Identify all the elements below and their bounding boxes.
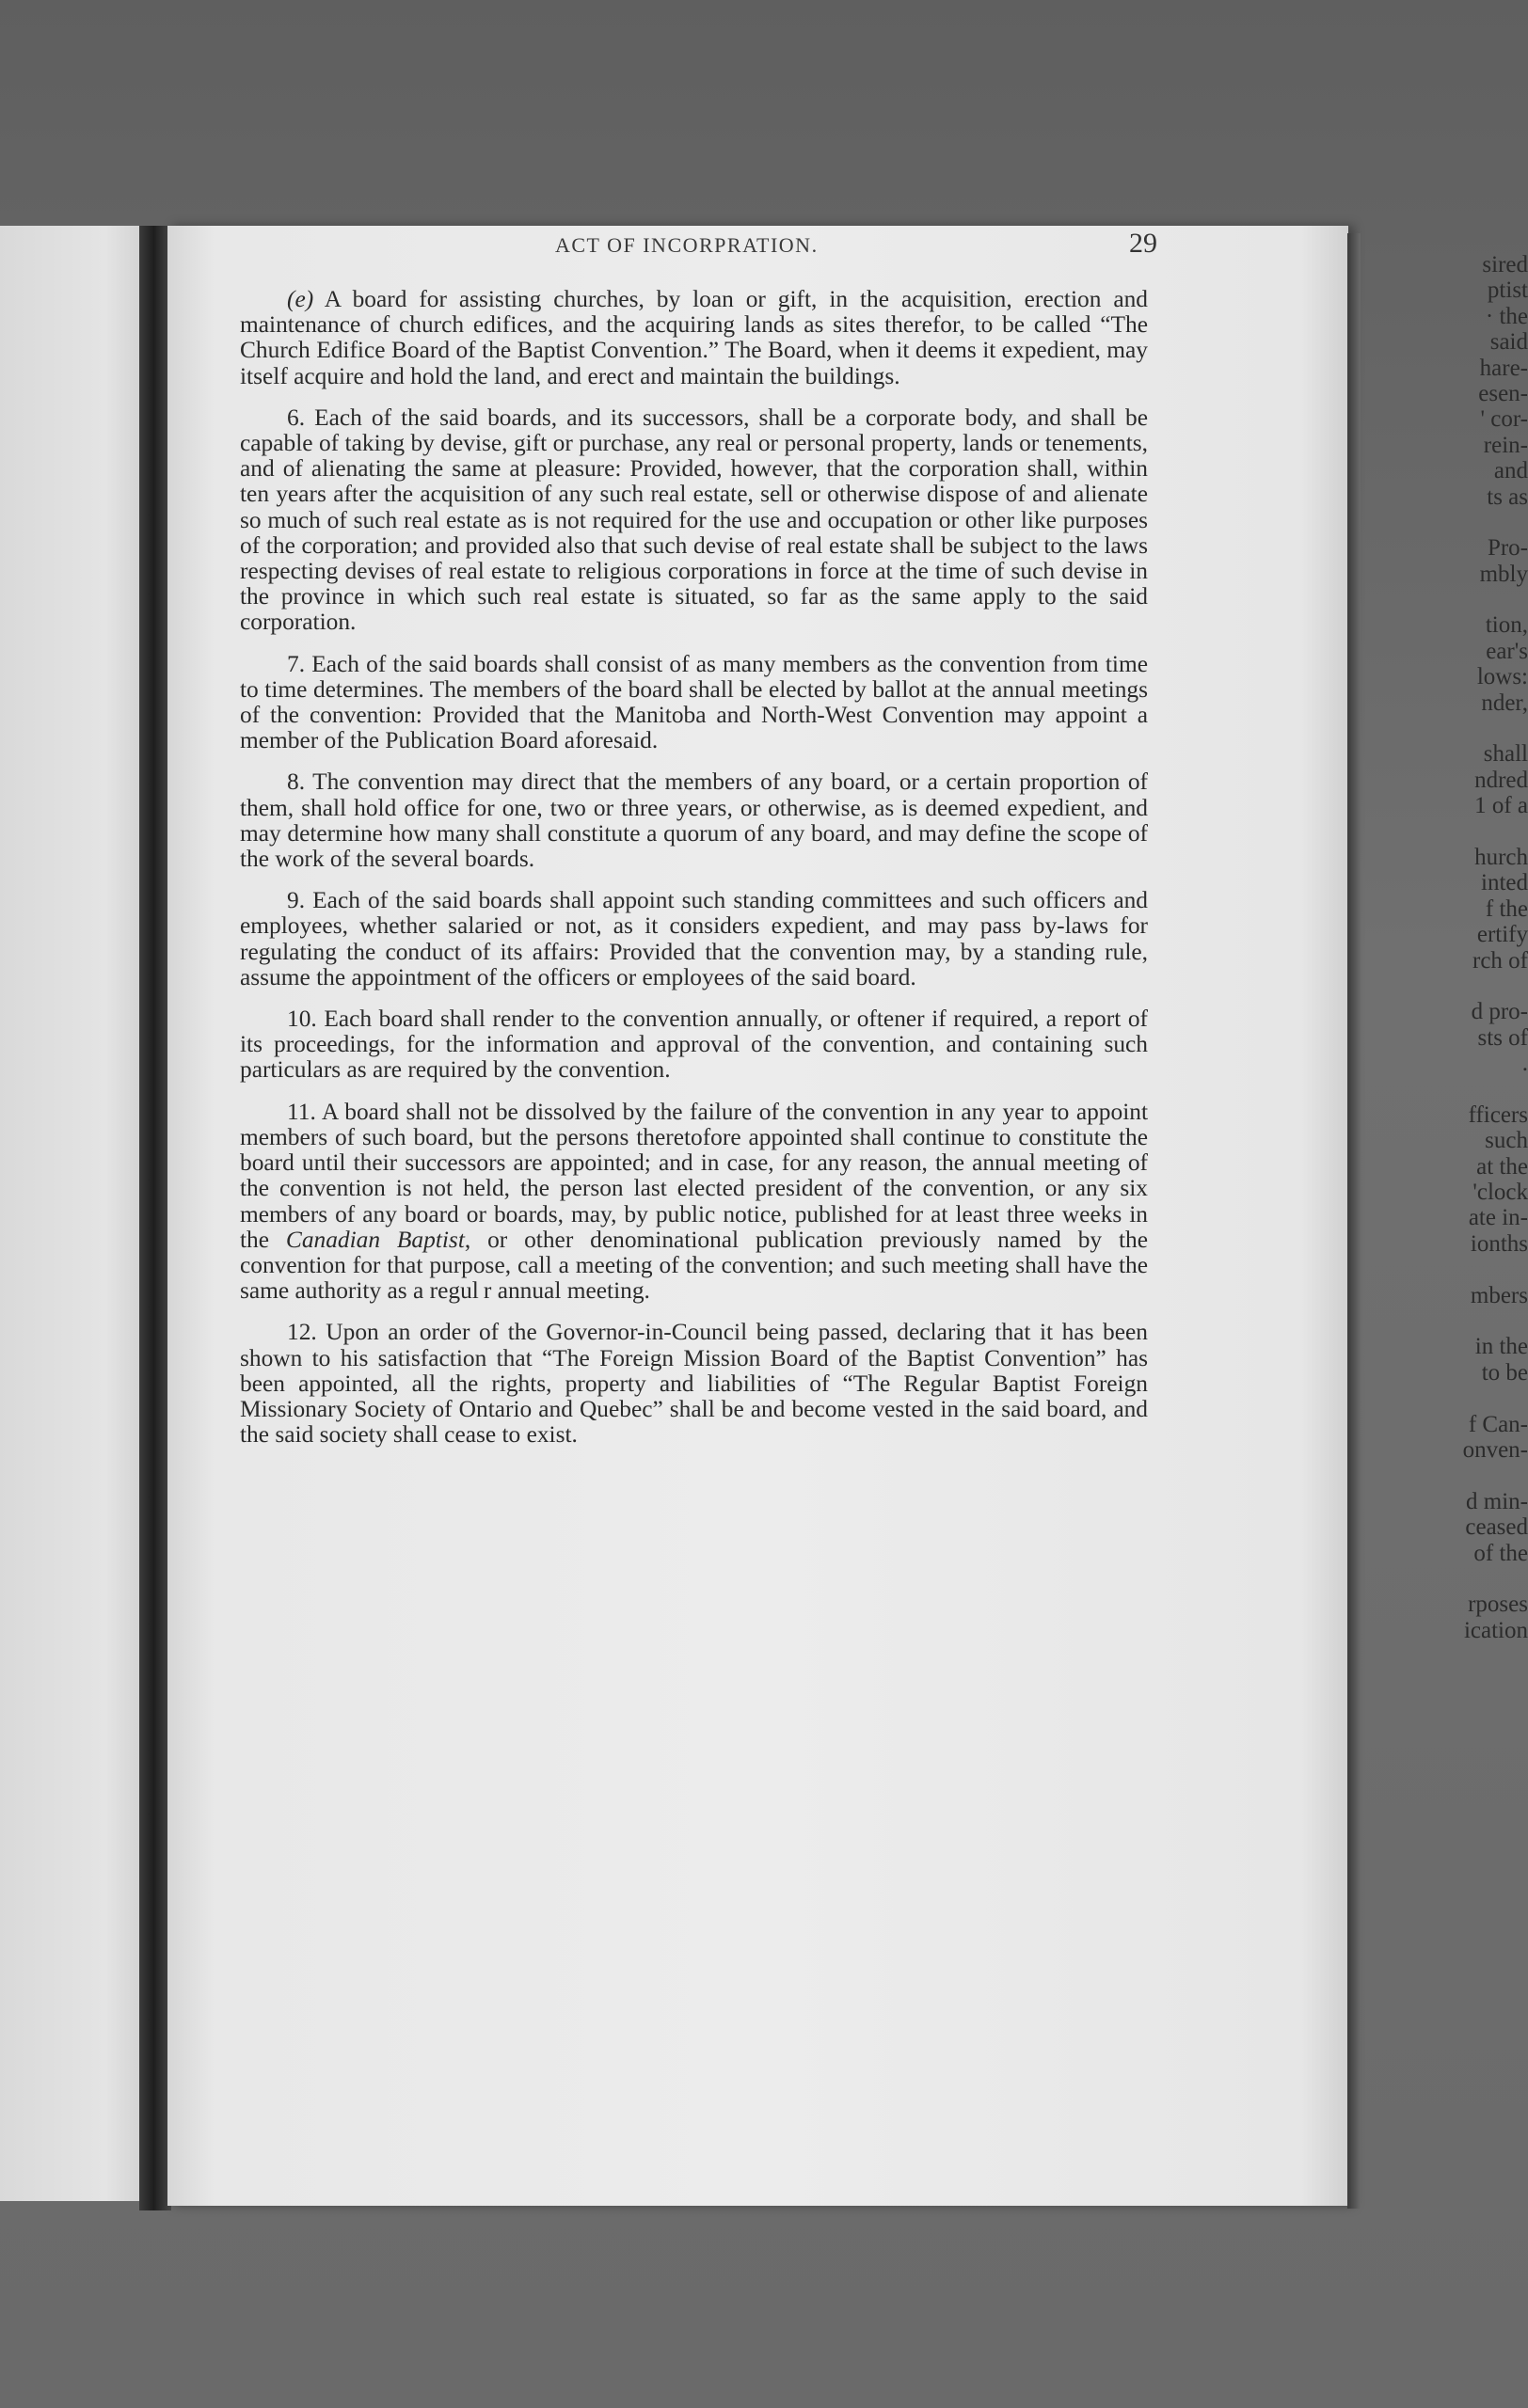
paragraph-text: 10. Each board shall render to the convention annually, or oftener if required, a report of its proceedings, for the information and approval of the convention, and containing such particulars as are required by the convention. — [240, 1006, 1148, 1084]
previous-page-fragment: d min- — [1466, 1488, 1528, 1514]
previous-page-fragment: d pro- — [1471, 999, 1528, 1025]
paragraph-text: 11. A board shall not be dissolved by the failure of the convention in any year to appoint members of such board, but the persons theretofore appointed shall continue to constitute the board until their successors are appointed; and in case, for any reason, the annual meeting of the convention is not held, the person last elected president of the convention, or any six members of any board or boards, may, by public notice, published for at least three weeks in the — [240, 1098, 1148, 1253]
previous-page-fragment: ndred — [1474, 767, 1528, 793]
previous-page-fragment: rch of — [1472, 947, 1528, 974]
paragraph-text: 12. Upon an order of the Governor-in-Council being passed, declaring that it has been shown to his satisfaction that “The Foreign Mission Board of the Baptist Convention” has been appointed, all the rights, property and liabilities of “The Regular Baptist Foreign Missionary Society of Ontario and Quebec” shall be and become vested in the said board, and the said society shall cease to exist. — [240, 1319, 1148, 1449]
previous-page-fragment — [1387, 1308, 1528, 1334]
paragraph-text-continued: , or other denominational publication previously named by the convention for that purpose, call a meeting of the convention; and such meeting shall have the same authority as a regul r annual meeting. — [240, 1226, 1148, 1305]
body-text — [240, 287, 1148, 1464]
previous-page-fragment: rposes — [1468, 1592, 1528, 1618]
page-number: 29 — [1129, 228, 1157, 259]
previous-page-fragment: ear's — [1486, 638, 1528, 664]
paragraph-8 — [240, 769, 1148, 872]
previous-page-fragment: mbers — [1470, 1282, 1528, 1308]
previous-page-fragment: at the — [1476, 1153, 1528, 1180]
previous-page-fragment: hurch — [1474, 844, 1528, 870]
previous-page-fragment — [1387, 716, 1528, 741]
previous-page-fragment: nder, — [1481, 689, 1528, 716]
previous-page-fragment: f Can- — [1468, 1411, 1528, 1437]
clause-marker: (e) — [287, 286, 314, 312]
previous-page-fragment — [1387, 1566, 1528, 1592]
previous-page-fragment — [1387, 1463, 1528, 1488]
previous-page-fragment: lows: — [1476, 664, 1528, 690]
previous-page-fragment: · the — [1485, 303, 1528, 329]
paragraph-10 — [240, 1006, 1148, 1084]
previous-page-fragment: ' cor- — [1480, 406, 1528, 433]
previous-page-fragment: inted — [1481, 870, 1528, 896]
page-edge-shadow — [1347, 233, 1361, 2209]
previous-page-fragment: ceased — [1465, 1514, 1528, 1541]
paragraph-9 — [240, 888, 1148, 990]
previous-page-fragment — [1387, 1386, 1528, 1411]
previous-page-fragment: fficers — [1468, 1101, 1528, 1128]
previous-page-fragment: of the — [1473, 1540, 1528, 1566]
previous-page-fragment: ptist — [1487, 277, 1528, 304]
previous-page-fragment — [1387, 819, 1528, 845]
previous-page-fragment: ertify — [1476, 922, 1528, 948]
previous-page-fragment: in the — [1474, 1334, 1528, 1360]
paragraph-text: 7. Each of the said boards shall consist of as many members as the convention from time to time determines. The members of the board shall be elected by ballot at the annual meetings of the convention: Provided that the Manitoba and North-West Convention may appoint a member of the Publication Board aforesaid. — [240, 650, 1148, 754]
book-gutter — [139, 226, 171, 2210]
previous-page-fragment — [1387, 1257, 1528, 1282]
paragraph-text: 9. Each of the said boards shall appoint such standing committees and such officers and employees, whether salaried or not, as it considers expedient, and may pass by-laws for regulating the conduct of its affairs: Provided that the convention may, by a standing rule, assume the appointment of the officers or employees of the said board. — [240, 887, 1148, 990]
previous-page-fragment: hare- — [1479, 355, 1528, 381]
previous-page-fragment: and — [1493, 458, 1528, 484]
paragraph-text: 6. Each of the said boards, and its successors, shall be a corporate body, and shall be capable of taking by devise, gift or purchase, any real or personal property, lands or tenements, and of alienating the same at pleasure: Provided, however, that the corporation shall, within ten years after the acquisition of any such real estate, sell or otherwise dispose of and alienate so much of such real estate as is not required for the use and occupation or other like purposes of the corporation; and provided also that such devise of real estate shall be subject to the laws respecting devises of real estate to religious corporations in force at the time of such devise in the province in which such real estate is situated, so far as the same apply to the said corporation. — [240, 404, 1148, 636]
publication-name: Canadian Baptist — [285, 1226, 465, 1253]
previous-page-fragment: Pro- — [1487, 535, 1528, 562]
paragraph-text: 8. The convention may direct that the members of any board, or a certain proportion of them, shall hold office for one, two or three years, or otherwise, as is deemed expedient, and may determine how many shall constitute a quorum of any board, and may define the scope of the work of the several boards. — [240, 768, 1148, 873]
previous-page-fragment: mbly — [1479, 561, 1528, 587]
previous-page-fragment: ts as — [1487, 483, 1528, 510]
previous-page-fragment: ionths — [1470, 1230, 1528, 1257]
paragraph-6 — [240, 405, 1148, 636]
paragraph-text: A board for assisting churches, by loan or gift, in the acquisition, erection and maintenance of church edifices, and the acquiring lands as sites therefor, to be called “The Church Edifice Board of the Baptist Convention.” The Board, when it deems it expedient, may itself acquire and hold the land, and erect and maintain the buildings. — [240, 286, 1148, 389]
previous-page-text-fragments — [1387, 252, 1528, 1643]
paragraph-11 — [240, 1100, 1148, 1305]
previous-page-fragment — [1387, 510, 1528, 535]
previous-page-fragment: rein- — [1483, 432, 1528, 458]
previous-page-fragment — [1387, 1077, 1528, 1102]
previous-page — [0, 226, 151, 2201]
previous-page-fragment: shall — [1483, 741, 1528, 768]
previous-page-fragment: sts of — [1477, 1024, 1528, 1051]
previous-page-fragment: ication — [1463, 1617, 1528, 1643]
previous-page-fragment — [1387, 587, 1528, 612]
previous-page-fragment: sired — [1482, 252, 1528, 277]
previous-page-fragment: esen- — [1478, 380, 1528, 406]
running-head: ACT OF INCORPRATION. — [555, 233, 819, 257]
paragraph-12 — [240, 1320, 1148, 1448]
paragraph-e — [240, 287, 1148, 389]
page-header — [386, 226, 1157, 263]
previous-page-fragment: f the — [1485, 895, 1528, 922]
previous-page-fragment: such — [1485, 1128, 1528, 1154]
previous-page-fragment: said — [1489, 329, 1528, 356]
previous-page-fragment: to be — [1481, 1359, 1528, 1386]
paragraph-7 — [240, 652, 1148, 754]
previous-page-fragment: 1 of a — [1474, 793, 1528, 819]
previous-page-fragment: tion, — [1485, 612, 1528, 639]
previous-page-fragment: ate in- — [1468, 1205, 1528, 1231]
previous-page-fragment: onven- — [1462, 1436, 1528, 1463]
previous-page-fragment — [1387, 974, 1528, 999]
previous-page-fragment: . — [1521, 1051, 1528, 1077]
previous-page-fragment: 'clock — [1472, 1180, 1528, 1206]
